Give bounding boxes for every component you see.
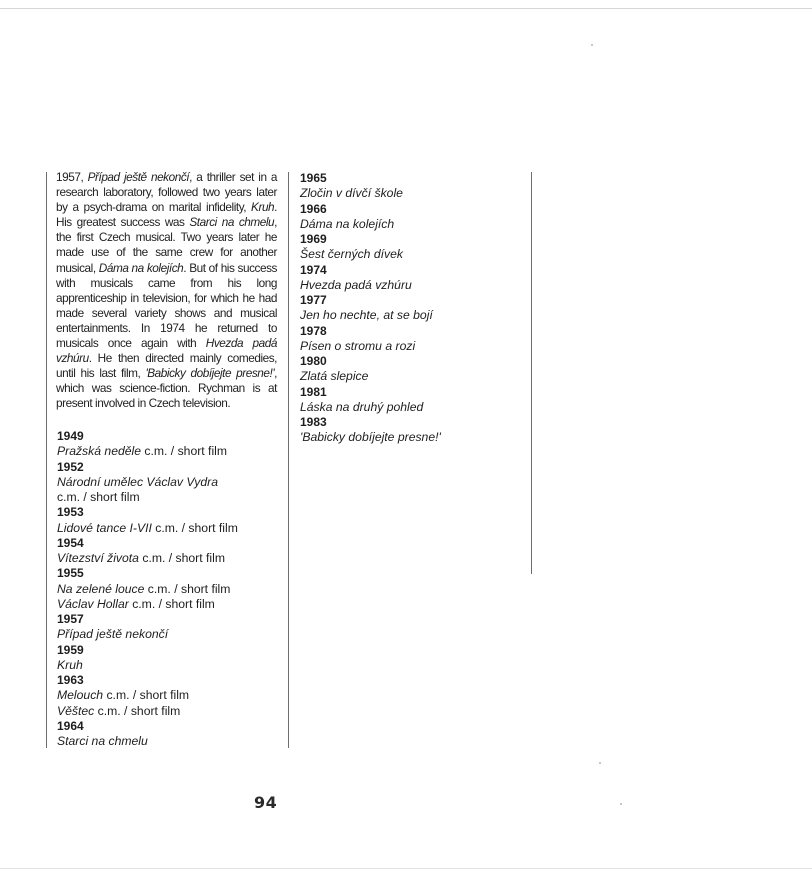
filmography-entry: [300, 369, 441, 384]
filmography-entry: [57, 551, 238, 566]
film-note: c.m. / short film: [103, 688, 190, 703]
film-title-inline: Starci na chmelu: [189, 215, 275, 230]
filmography-year: 1957: [57, 612, 84, 626]
film-title: 'Babicky dobíjejte presne!': [300, 430, 441, 445]
film-title: Václav Hollar: [57, 596, 129, 611]
filmography-entry: [300, 247, 441, 262]
filmography-entry: [57, 627, 238, 642]
film-title: Jen ho nechte, at se bojí: [300, 308, 433, 323]
column-rule-left: [46, 172, 47, 748]
filmography-entry: [57, 475, 238, 490]
film-title: Věštec: [57, 703, 95, 718]
film-note: c.m. / short film: [151, 520, 238, 535]
scan-speck: [591, 44, 593, 46]
filmography-entry: [300, 339, 441, 354]
biography-text: . But of his success with musicals came from his long apprenticeship in television, for which he had made several variety shows and musical entertainments. In 1974 he returned to musicals once again with: [56, 260, 277, 351]
filmography-year: 1983: [300, 415, 327, 429]
filmography-entry: [57, 582, 238, 597]
filmography-entry: [300, 278, 441, 293]
filmography-year: 1974: [300, 262, 327, 277]
film-title: Písen o stromu a rozi: [300, 338, 416, 353]
film-title: Zlatá slepice: [300, 369, 369, 384]
filmography-year: 1966: [300, 201, 327, 216]
film-note: c.m. / short film: [128, 596, 215, 611]
film-title: Láska na druhý pohled: [300, 399, 424, 414]
filmography-list-left: [57, 429, 238, 749]
filmography-entry: [57, 688, 238, 703]
filmography-year: 1954: [57, 535, 84, 550]
filmography-entry: [57, 444, 238, 459]
filmography-year: 1981: [300, 384, 327, 399]
page-number: 94: [254, 793, 278, 812]
filmography-year: 1978: [300, 323, 327, 338]
film-title-inline: Dáma na kolejích: [98, 260, 184, 275]
filmography-entry: [57, 658, 238, 673]
film-title: Lidové tance I-VII: [57, 520, 152, 535]
scan-edge-bottom: [0, 868, 812, 869]
film-title-inline: Kruh: [251, 200, 275, 215]
filmography-year: 1977: [300, 293, 327, 307]
filmography-entry: [57, 734, 238, 749]
filmography-year: 1959: [57, 642, 84, 657]
film-title-inline: Hvezda padá vzhúru: [56, 336, 278, 366]
filmography-entry: [300, 186, 441, 201]
film-note: c.m. / short film: [144, 581, 231, 596]
film-title: Vítezství života: [57, 551, 139, 565]
film-title: Případ ještě nekončí: [57, 627, 169, 642]
film-note: c.m. / short film: [141, 444, 228, 459]
biography-text: . His greatest success was: [56, 200, 277, 230]
filmography-year: 1980: [300, 354, 327, 368]
biography-text: , a thriller set in a research laboratory, followed two years later by a psych-drama on marital infidelity,: [56, 170, 277, 215]
scan-speck: [620, 803, 622, 805]
film-title: Hvezda padá vzhúru: [300, 277, 412, 292]
filmography-entry: [57, 704, 238, 719]
film-title: Pražská neděle: [57, 444, 142, 459]
filmography-year: 1953: [57, 505, 84, 520]
filmography-entry: [300, 217, 441, 232]
film-title: Národní umělec Václav Vydra: [57, 474, 219, 489]
film-title: Zločin v dívčí škole: [300, 186, 403, 201]
film-note: c.m. / short film: [57, 490, 140, 504]
film-note: c.m. / short film: [94, 703, 181, 718]
film-title: Melouch: [57, 688, 104, 703]
biography-text: 1957,: [56, 170, 88, 184]
filmography-year: 1964: [57, 718, 84, 733]
filmography-year: 1949: [57, 429, 84, 443]
biography-text: , the first Czech musical. Two years later he made use of the same crew for another musical,: [56, 215, 277, 275]
filmography-year: 1969: [300, 232, 327, 246]
film-title-inline: Případ ještě nekončí: [87, 170, 190, 184]
biography-paragraph: [56, 170, 277, 412]
filmography-entry: [300, 430, 441, 445]
biography-text: . He then directed mainly comedies, until his last film,: [56, 351, 277, 381]
filmography-entry: [300, 308, 441, 323]
film-title: Kruh: [57, 657, 83, 672]
filmography-year: 1955: [57, 566, 84, 581]
column-rule-middle: [288, 172, 289, 748]
film-title: Dáma na kolejích: [300, 216, 395, 231]
film-title-inline: 'Babicky dobíjejte presne!': [145, 366, 275, 381]
film-title: Šest černých dívek: [300, 247, 403, 262]
filmography-entry: [57, 521, 238, 536]
column-rule-right: [531, 172, 532, 574]
filmography-year: 1963: [57, 673, 84, 687]
biography-text: , which was science-fiction. Rychman is at present involved in Czech television.: [56, 366, 277, 411]
film-title: Starci na chmelu: [57, 734, 148, 748]
filmography-entry: [300, 400, 441, 415]
filmography-year: 1952: [57, 459, 84, 474]
film-title: Na zelené louce: [57, 581, 145, 596]
film-note: c.m. / short film: [138, 551, 225, 565]
scan-edge-top: [0, 8, 812, 9]
scan-speck: [599, 762, 601, 764]
filmography-year: 1965: [300, 171, 327, 185]
filmography-entry: [57, 597, 238, 612]
filmography-list-right: [300, 171, 441, 446]
